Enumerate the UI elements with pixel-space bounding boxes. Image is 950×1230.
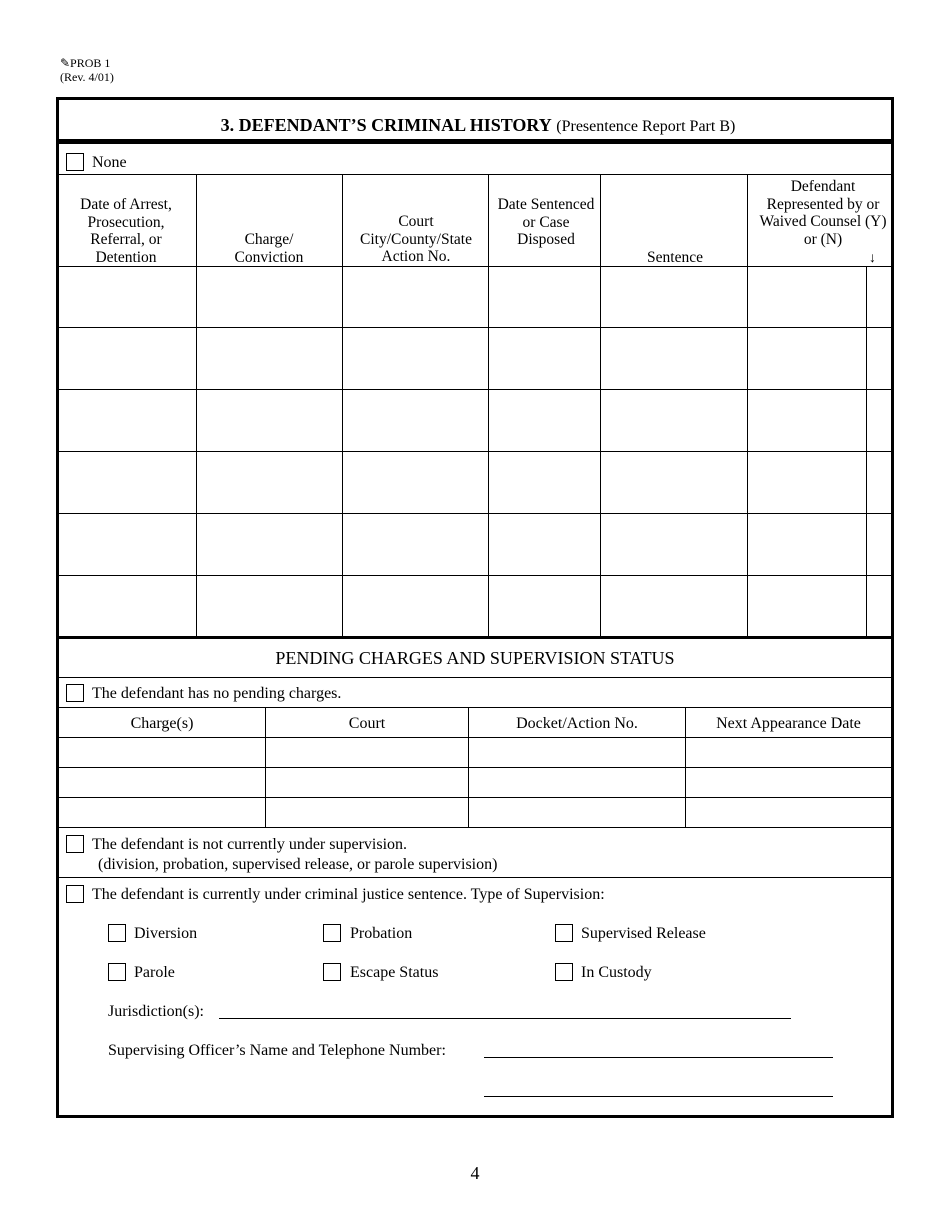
col-represented: Defendant Represented by or Waived Counsel (Y) or (N) (759, 178, 887, 248)
col-docket: Docket/Action No. (516, 715, 638, 732)
form-id-block (60, 56, 114, 84)
pending-heading: PENDING CHARGES AND SUPERVISION STATUS (275, 648, 675, 668)
parole-label: Parole (134, 964, 175, 981)
col-next-appearance: Next Appearance Date (716, 715, 861, 732)
supervised-release-label: Supervised Release (581, 925, 706, 942)
col-charge-conviction: Charge/ Conviction (234, 231, 304, 266)
page-number: 4 (470, 1163, 480, 1183)
section-title (59, 116, 897, 136)
history-entry-area[interactable] (59, 267, 891, 637)
in-custody-label: In Custody (581, 964, 652, 981)
no-pending-label: The defendant has no pending charges. (92, 685, 342, 702)
form-id: ✎PROB 1 (60, 56, 111, 70)
in-custody-checkbox[interactable] (555, 963, 573, 981)
officer-field-line-1[interactable] (484, 1057, 833, 1058)
col-pending-court: Court (348, 715, 386, 732)
col-date-of-arrest: Date of Arrest, Prosecution, Referral, or Detention (80, 196, 172, 266)
no-pending-checkbox[interactable] (66, 684, 84, 702)
pending-table-bottom (59, 827, 891, 828)
escape-status-label: Escape Status (350, 964, 439, 981)
parole-checkbox[interactable] (108, 963, 126, 981)
jurisdiction-label: Jurisdiction(s): (108, 1003, 204, 1020)
col-court: Court City/County/State Action No. (360, 213, 472, 265)
diversion-label: Diversion (134, 925, 198, 942)
probation-checkbox[interactable] (323, 924, 341, 942)
divider (59, 677, 891, 678)
not-under-supervision-note: (division, probation, supervised release, or parole supervision) (98, 856, 498, 873)
pending-entry-area[interactable] (59, 738, 891, 827)
criminal-history-form (56, 97, 894, 1118)
none-label: None (92, 154, 127, 171)
down-arrow-icon: ↓ (869, 251, 876, 266)
divider (59, 877, 891, 878)
section-title-sub: (Presentence Report Part B) (556, 118, 736, 135)
supervised-release-checkbox[interactable] (555, 924, 573, 942)
escape-status-checkbox[interactable] (323, 963, 341, 981)
form-revision: (Rev. 4/01) (60, 70, 114, 84)
diversion-checkbox[interactable] (108, 924, 126, 942)
officer-field-line-2[interactable] (484, 1096, 833, 1097)
col-sentence: Sentence (647, 249, 703, 266)
none-checkbox[interactable] (66, 153, 84, 171)
col-charges: Charge(s) (130, 715, 194, 732)
probation-label: Probation (350, 925, 413, 942)
under-sentence-label: The defendant is currently under criminal justice sentence. Type of Supervision: (92, 886, 605, 903)
title-rule (59, 139, 891, 144)
officer-label: Supervising Officer’s Name and Telephone Number: (108, 1042, 446, 1059)
not-under-supervision-label: The defendant is not currently under supervision. (92, 836, 408, 853)
divider (59, 707, 891, 708)
jurisdiction-field[interactable] (219, 1018, 791, 1019)
not-under-supervision-checkbox[interactable] (66, 835, 84, 853)
under-sentence-checkbox[interactable] (66, 885, 84, 903)
section-title-bold: 3. DEFENDANT’S CRIMINAL HISTORY (220, 115, 552, 135)
divider (59, 174, 891, 175)
col-date-sentenced: Date Sentenced or Case Disposed (497, 196, 595, 248)
